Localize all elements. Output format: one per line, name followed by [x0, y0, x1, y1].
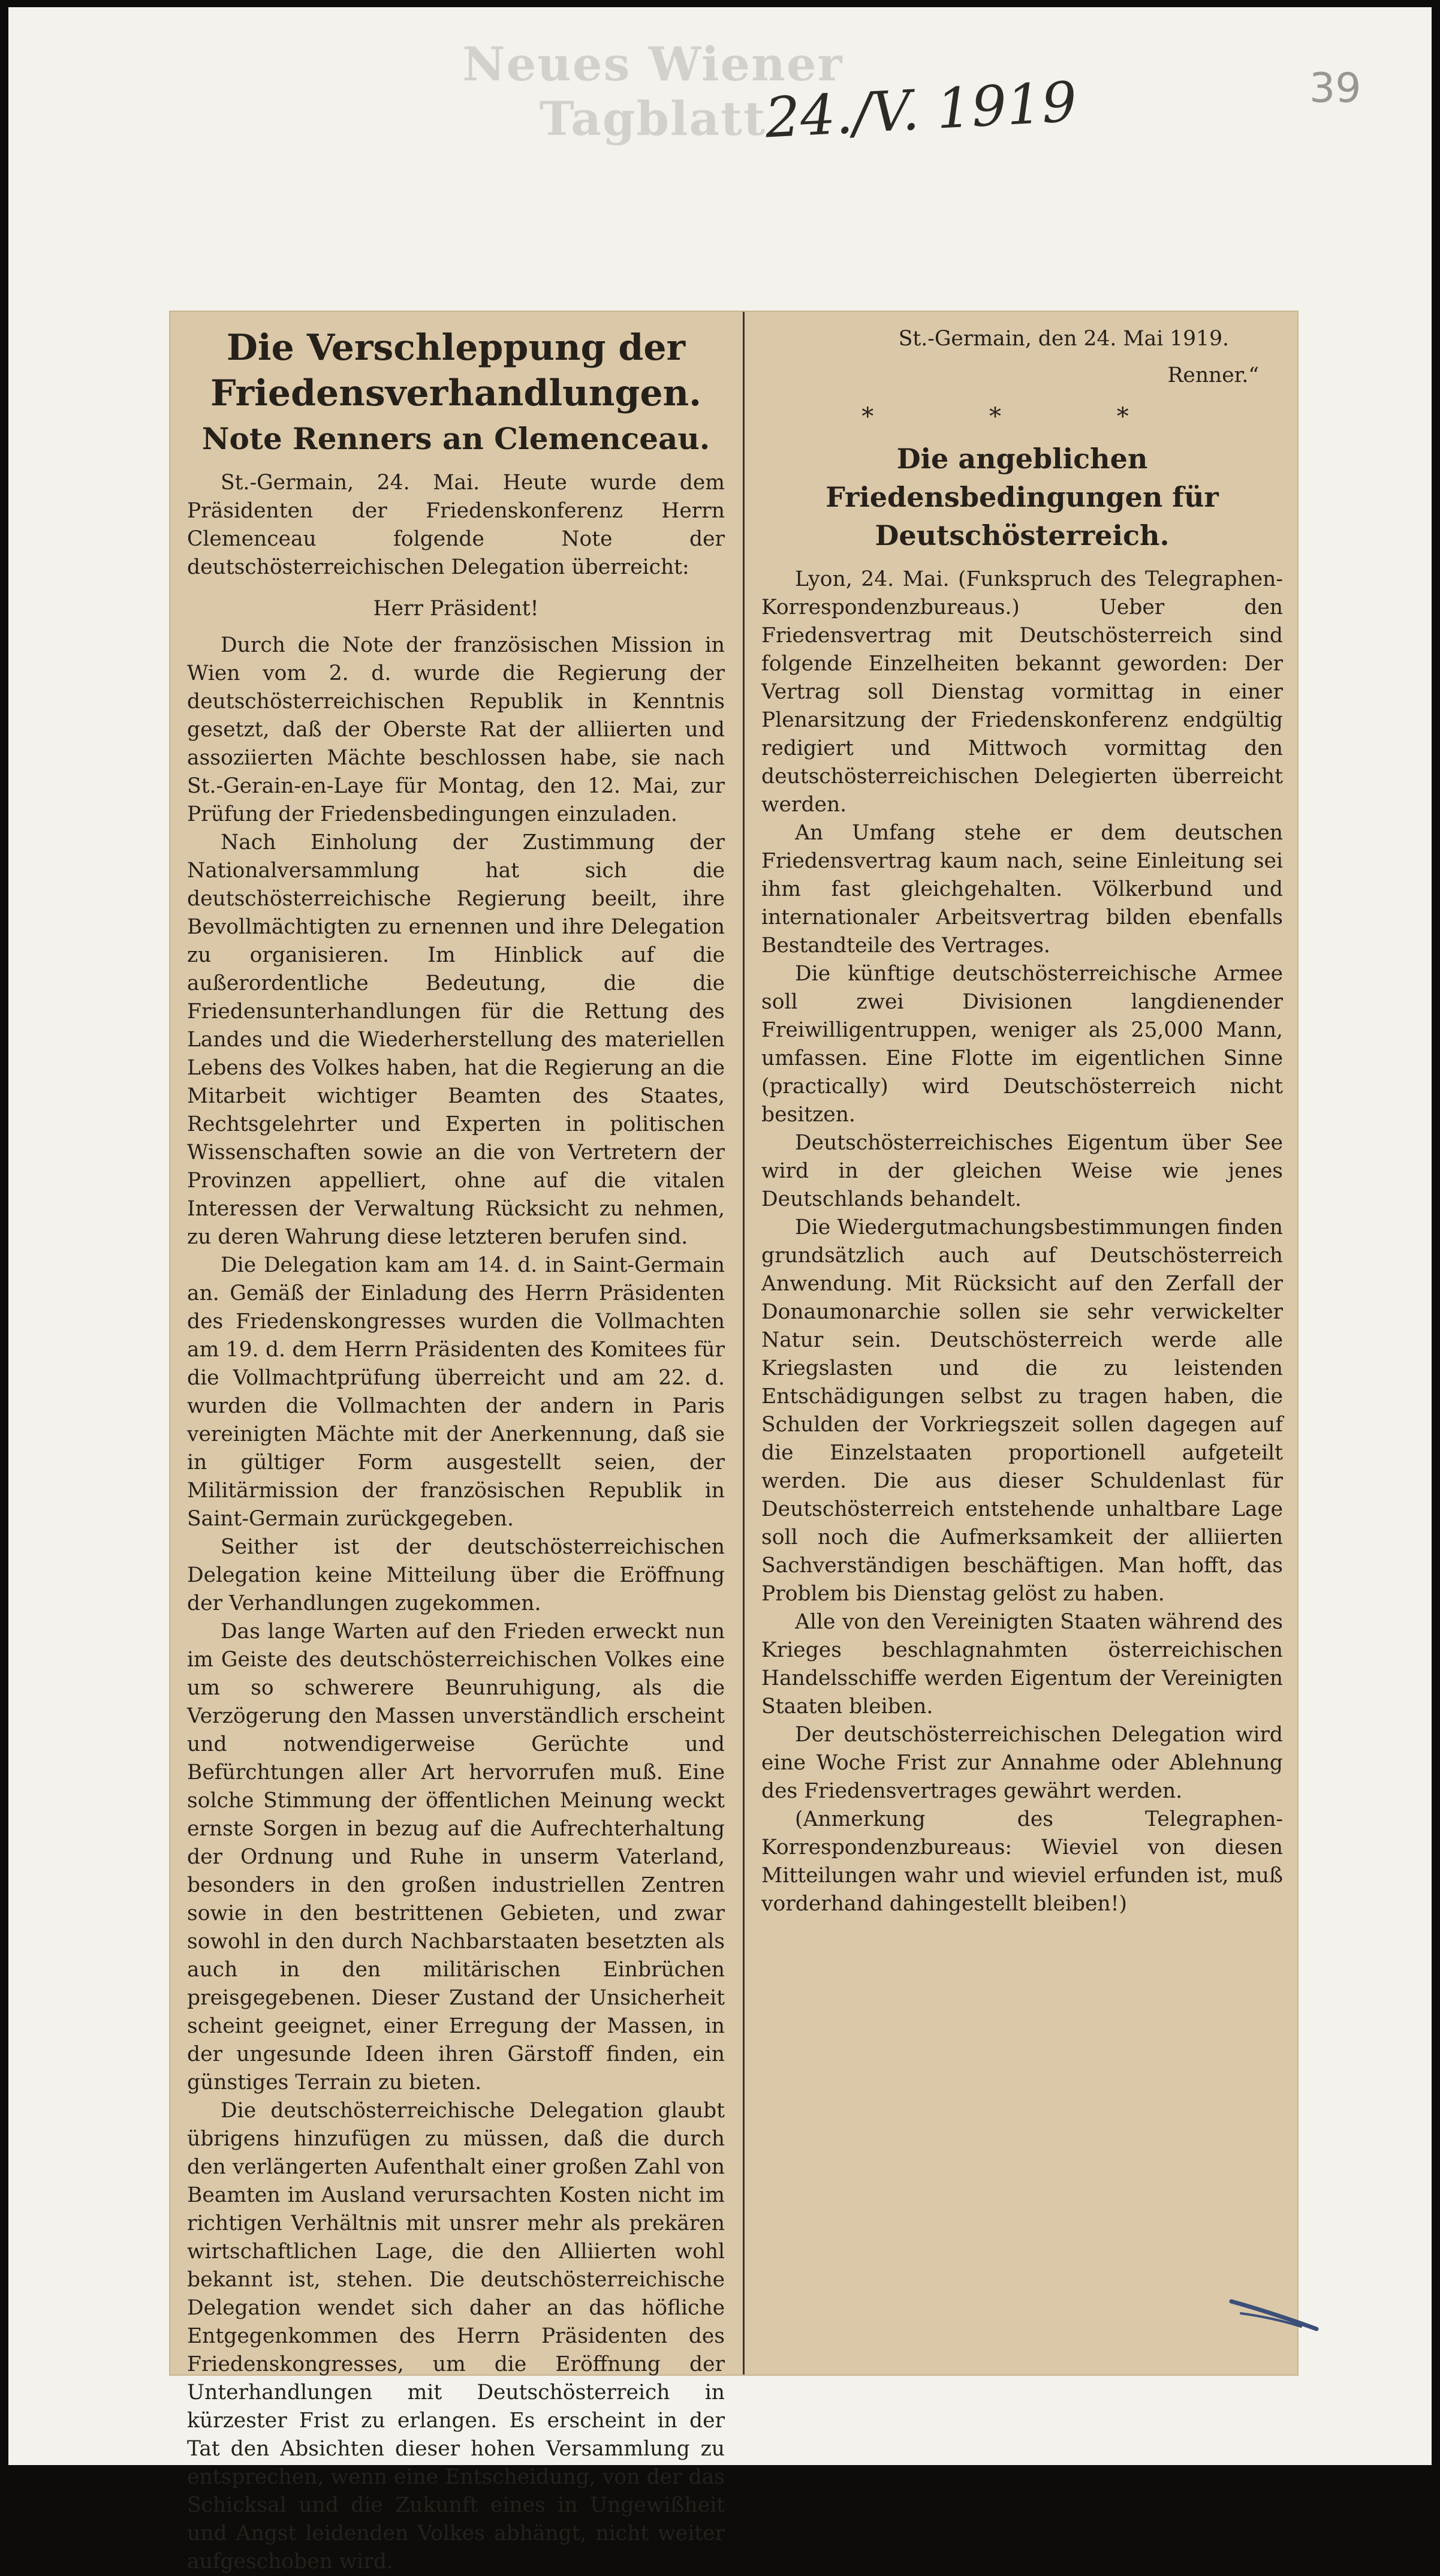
- signature: Renner.“: [1167, 363, 1259, 387]
- closing-dateline: St.-Germain, den 24. Mai 1919.: [898, 327, 1229, 351]
- newspaper-clipping: [170, 312, 1297, 2574]
- article-paragraph: Nach Einholung der Zustimmung der Nationalversammlung hat sich die deutschösterreichische Regierung beeilt, ihre Bevollmächtigten zu ernennen und ihre Delegation zu organisieren. Im Hinblick auf die außerordentliche Bedeutung, die die Friedensunterhandlungen für die Rettung des Landes und die Wiederherstellung des materiellen Lebens des Volkes haben, hat die Regierung an die Mitarbeit wichtiger Beamten des Staates, Rechtsgelehrter und Experten in politischen Wissenschaften sowie an die von Vertretern der Provinzen appelliert, ohne auf die vitalen Interessen der Verwaltung Rücksicht zu nehmen, zu deren Wahrung diese letzteren berufen sind.: [187, 830, 725, 1249]
- article-subheadline: Note Renners an Clemenceau.: [201, 421, 710, 456]
- column-right: [743, 312, 1297, 2375]
- article-headline: Die Verschleppung der Friedensverhandlungen.: [210, 327, 702, 414]
- article-paragraph: An Umfang stehe er dem deutschen Friedensvertrag kaum nach, seine Einleitung sei ihm fast gleichgehalten. Völkerbund und internationaler Arbeitsvertrag bilden ebenfalls Bestandteile des Vertrages.: [761, 821, 1283, 958]
- page-number: 39: [1309, 65, 1361, 112]
- article-paragraph: Die künftige deutschösterreichische Armee soll zwei Divisionen langdienender Freiwilligentruppen, weniger als 25,000 Mann, umfassen. Eine Flotte im eigentlichen Sinne (practically) wird Deutschösterreich nicht besitzen.: [761, 962, 1283, 1127]
- article-paragraph: Seither ist der deutschösterreichischen Delegation keine Mitteilung über die Eröffnung der Verhandlungen zugekommen.: [187, 1535, 725, 1615]
- pencil-mark: [1229, 2297, 1319, 2333]
- article-paragraph: (Anmerkung des Telegraphen-Korrespondenzbureaus: Wieviel von diesen Mitteilungen wahr und wieviel erfunden ist, muß vorderhand dahingestellt bleiben!): [761, 1807, 1283, 1916]
- article-paragraph: Das lange Warten auf den Frieden erweckt nun im Geiste des deutschösterreichischen Volkes eine um so schwerere Beunruhigung, als die Verzögerung den Massen unverständlich erscheint und notwendigerweise Gerüchte und Befürchtungen aller Art hervorrufen muß. Eine solche Stimmung der öffentlichen Meinung weckt ernste Sorgen in bezug auf die Aufrechterhaltung der Ordnung und Ruhe in unserm Vaterland, besonders in den großen industriellen Zentren sowie in den bestrittenen Gebieten, und zwar sowohl in den durch Nachbarstaaten besetzten als auch in den militärischen Einbrüchen preisgegebenen. Dieser Zustand der Unsicherheit scheint geeignet, einer Erregung der Massen, in der ungesunde Ideen ihren Gärstoff finden, ein günstiges Terrain zu bieten.: [187, 1620, 725, 2094]
- column-left: [170, 312, 743, 2574]
- article-paragraph: Lyon, 24. Mai. (Funkspruch des Telegraphen-Korrespondenzbureaus.) Ueber den Friedensvertrag mit Deutschösterreich sind folgende Einzelheiten bekannt geworden: Der Vertrag soll Dienstag vormittag in einer Plenarsitzung der Friedenskonferenz endgültig redigiert und Mittwoch vormittag den deutschösterreichischen Delegierten überreicht werden.: [761, 567, 1283, 817]
- article-paragraph: Die Wiedergutmachungsbestimmungen finden grundsätzlich auch auf Deutschösterreich Anwendung. Mit Rücksicht auf den Zerfall der Donaumonarchie sollen sie sehr verwickelter Natur sein. Deutschösterreich werde alle Kriegslasten und die zu leistenden Entschädigungen selbst zu tragen haben, die Schulden der Vorkriegszeit sollen dagegen auf die Einzelstaaten proportionell aufgeteilt werden. Die aus dieser Schuldenlast für Deutschösterreich entstehende unhaltbare Lage soll noch die Aufmerksamkeit der alliierten Sachverständigen beschäftigen. Man hofft, das Problem bis Dienstag gelöst zu haben.: [761, 1215, 1283, 1606]
- section-separator: * * *: [861, 403, 1183, 431]
- article-paragraph: Alle von den Vereinigten Staaten während des Krieges beschlagnahmten österreichischen Handelsschiffe werden Eigentum der Vereinigten Staaten bleiben.: [761, 1610, 1283, 1719]
- article-headline: Die angeblichen Friedensbedingungen für Deutschösterreich.: [826, 443, 1219, 552]
- article-paragraph: Die deutschösterreichische Delegation glaubt übrigens hinzufügen zu müssen, daß die durch den verlängerten Aufenthalt einer großen Zahl von Beamten im Ausland verursachten Kosten nicht im richtigen Verhältnis mit unsrer mehr als prekären wirtschaftlichen Lage, die den Alliierten wohl bekannt ist, stehen. Die deutschösterreichische Delegation wendet sich daher an das höfliche Entgegenkommen des Herrn Präsidenten des Friedenskongresses, um die Eröffnung der Unterhandlungen mit Deutschösterreich in kürzester Frist zu erlangen. Es erscheint in der Tat den Absichten dieser hohen Versammlung zu entsprechen, wenn eine Entscheidung, von der das Schicksal und die Zukunft eines in Ungewißheit und Angst leidenden Volkes abhängt, nicht weiter aufgeschoben wird.: [187, 2099, 725, 2574]
- article-paragraph: Die Delegation kam am 14. d. in Saint-Germain an. Gemäß der Einladung des Herrn Präsidenten des Friedenskongresses wurden die Vollmachten am 19. d. dem Herrn Präsidenten des Komitees für die Vollmachtprüfung überreicht und am 22. d. wurden die Vollmachten der andern in Paris vereinigten Mächte mit der Anerkennung, daß sie in gültiger Form ausgestellt seien, der Militärmission der französischen Republik in Saint-Germain zurückgegeben.: [187, 1253, 725, 1531]
- salutation: Herr Präsident!: [373, 597, 539, 621]
- newspaper-name-stamp: Neues Wiener Tagblatt: [462, 37, 843, 146]
- article-paragraph: Der deutschösterreichischen Delegation wird eine Woche Frist zur Annahme oder Ablehnung des Friedensvertrages gewährt werden.: [761, 1723, 1283, 1803]
- handwritten-date: 24./V. 1919: [763, 70, 1079, 151]
- article-paragraph: St.-Germain, 24. Mai. Heute wurde dem Präsidenten der Friedenskonferenz Herrn Clemenceau folgende Note der deutschösterreichischen Delegation überreicht:: [187, 471, 725, 579]
- article-paragraph: Durch die Note der französischen Mission in Wien vom 2. d. wurde die Regierung der deutschösterreichischen Republik in Kenntnis gesetzt, daß der Oberste Rat der alliierten und assoziierten Mächte beschlossen habe, sie nach St.-Gerain-en-Laye für Montag, den 12. Mai, zur Prüfung der Friedensbedingungen einzuladen.: [187, 633, 725, 826]
- article-paragraph: Deutschösterreichisches Eigentum über See wird in der gleichen Weise wie jenes Deutschlands behandelt.: [761, 1131, 1283, 1211]
